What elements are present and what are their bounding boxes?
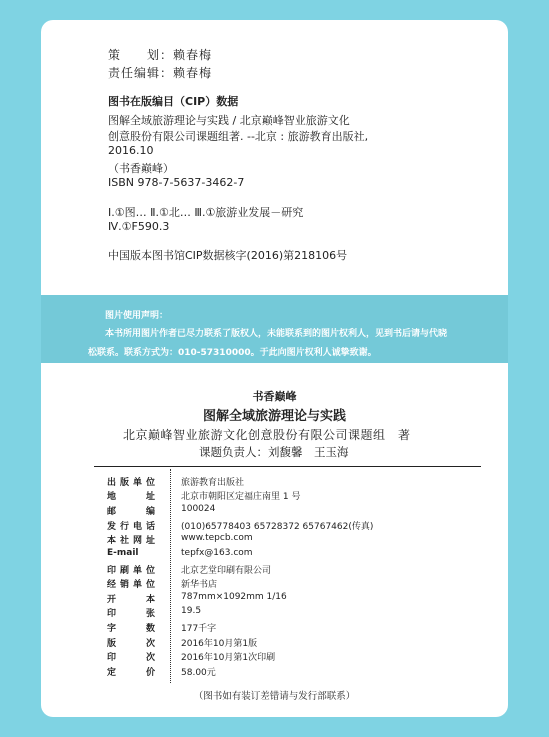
cip-line: ISBN 978-7-5637-3462-7 xyxy=(108,176,245,189)
editor-name: 赖春梅 xyxy=(173,66,213,80)
pub-info-value: (010)65778403 65728372 65767462(传真) xyxy=(181,522,374,532)
pub-info-label: 定价 xyxy=(107,668,155,678)
pub-info-label: 发行电话 xyxy=(107,522,155,532)
editor-label: 责任编辑： xyxy=(108,66,174,80)
pub-info-value: 2016年10月第1版 xyxy=(181,639,258,649)
pub-info-label: 印次 xyxy=(107,653,155,663)
pub-info-label: E-mail xyxy=(107,548,139,558)
pub-info-value: www.tepcb.com xyxy=(181,533,253,543)
pub-info-value: 19.5 xyxy=(181,606,202,616)
pub-info-value: 北京市朝阳区定福庄南里 1 号 xyxy=(181,492,301,502)
pub-info-label: 开本 xyxy=(107,595,155,605)
pub-info-value: 2016年10月第1次印刷 xyxy=(181,653,276,663)
copyright-page-card xyxy=(41,20,508,717)
cip-line: 2016.10 xyxy=(108,144,154,157)
cip-heading: 图书在版编目（CIP）数据 xyxy=(108,95,239,108)
editor-credit xyxy=(108,64,212,81)
footer-note: （图书如有装订差错请与发行部联系） xyxy=(193,691,356,702)
pub-info-value: tepfx@163.com xyxy=(181,548,253,558)
cip-line: （书香巅峰） xyxy=(108,162,174,175)
pub-info-value: 177千字 xyxy=(181,624,217,634)
series-name: 书香巅峰 xyxy=(252,390,297,403)
pub-info-label: 印张 xyxy=(107,609,155,619)
pub-info-label: 版次 xyxy=(107,639,155,649)
pub-info-value: 北京艺堂印刷有限公司 xyxy=(181,566,272,576)
pub-info-label: 地址 xyxy=(107,492,155,502)
project-leaders: 课题负责人：刘馥馨 王玉海 xyxy=(199,445,349,459)
notice-text-line: 本书所用图片作者已尽力联系了版权人，未能联系到的图片权利人，见到书后请与代晓 xyxy=(105,329,448,339)
pub-info-label: 邮编 xyxy=(107,507,155,517)
pub-info-value: 新华书店 xyxy=(181,580,218,590)
dotted-divider xyxy=(170,469,171,683)
notice-heading: 图片使用声明： xyxy=(105,311,169,321)
cip-line: Ⅰ.①图… Ⅱ.①北… Ⅲ.①旅游业发展－研究 xyxy=(108,206,304,219)
pub-info-label: 经销单位 xyxy=(107,580,155,590)
pub-info-label: 本社网址 xyxy=(107,536,155,546)
cip-line: Ⅳ.①F590.3 xyxy=(108,220,170,233)
pub-info-label: 出版单位 xyxy=(107,478,155,488)
pub-info-value: 旅游教育出版社 xyxy=(181,478,245,488)
planner-credit xyxy=(108,46,212,63)
divider-line xyxy=(94,466,481,467)
cip-line: 图解全域旅游理论与实践 / 北京巅峰智业旅游文化 xyxy=(108,114,350,127)
cip-data-number: 中国版本图书馆CIP数据核字(2016)第218106号 xyxy=(108,249,348,262)
planner-label: 策 划： xyxy=(108,48,174,62)
credits-and-cip-section xyxy=(41,20,508,295)
pub-info-value: 787mm×1092mm 1/16 xyxy=(181,592,287,602)
pub-info-label: 印刷单位 xyxy=(107,566,155,576)
book-author: 北京巅峰智业旅游文化创意股份有限公司课题组 著 xyxy=(123,428,411,442)
planner-name: 赖春梅 xyxy=(173,48,213,62)
cip-line: 创意股份有限公司课题组著. --北京 : 旅游教育出版社, xyxy=(108,130,369,143)
pub-info-value: 100024 xyxy=(181,504,216,514)
image-usage-notice xyxy=(41,295,508,363)
notice-text-line: 松联系。联系方式为：010-57310000。于此向图片权利人诚挚致谢。 xyxy=(88,348,377,358)
pub-info-value: 58.00元 xyxy=(181,668,216,678)
pub-info-label: 字数 xyxy=(107,624,155,634)
book-title: 图解全域旅游理论与实践 xyxy=(202,409,346,424)
